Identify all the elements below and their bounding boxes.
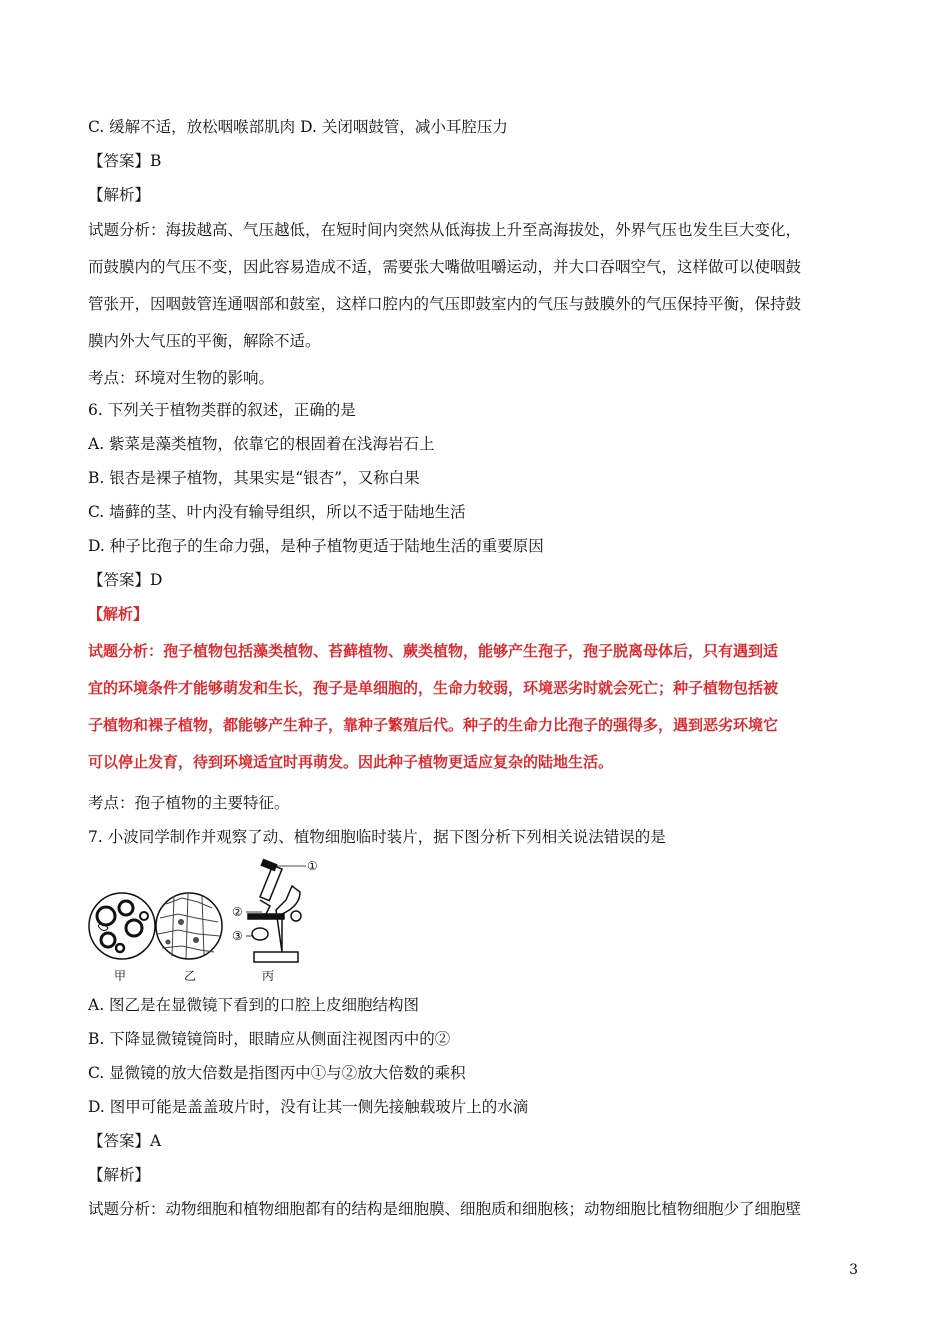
cell-microscope-figure [86,856,326,986]
figure-jia-cells [89,893,155,959]
label-jia: 甲 [114,969,127,983]
knowledge-point: 考点：环境对生物的影响。 [88,369,275,387]
label-c1: ① [307,859,318,873]
question-7: 7. 小波同学制作并观察了动、植物细胞临时装片，据下图分析下列相关说法错误的是 [88,828,666,846]
option-c: C. 墙藓的茎、叶内没有输导组织，所以不适于陆地生活 [88,503,466,521]
label-c2: ② [232,905,243,919]
label-c3: ③ [232,929,243,943]
option-b: B. 下降显微镜镜筒时，眼睛应从侧面注视图丙中的② [88,1030,451,1048]
knowledge-point: 考点：孢子植物的主要特征。 [88,794,290,812]
option-d: D. 种子比孢子的生命力强，是种子植物更适于陆地生活的重要原因 [88,537,544,555]
analysis-text: 子植物和裸子植物，都能够产生种子，靠种子繁殖后代。种子的生命力比孢子的强得多，遇到恶劣环境它 [88,716,779,734]
analysis-text: 试题分析：孢子植物包括藻类植物、苔藓植物、蕨类植物，能够产生孢子，孢子脱离母体后，只有遇到适 [88,642,779,660]
answer-label: 【答案】B [88,152,162,170]
answer-label: 【答案】A [88,1132,162,1150]
page-number: 3 [849,1262,858,1278]
analysis-text: 试题分析：动物细胞和植物细胞都有的结构是细胞膜、细胞质和细胞核；动物细胞比植物细胞少了细胞壁 [88,1200,802,1218]
option-c: C. 显微镜的放大倍数是指图丙中①与②放大倍数的乘积 [88,1064,466,1082]
option-d: D. 图甲可能是盖盖玻片时，没有让其一侧先接触载玻片上的水滴 [88,1098,529,1116]
analysis-text: 可以停止发育，待到环境适宜时再萌发。因此种子植物更适应复杂的陆地生活。 [88,753,614,771]
analysis-text: 而鼓膜内的气压不变，因此容易造成不适，需要张大嘴做咀嚼运动，并大口吞咽空气，这样做可以使咽鼓 [88,258,802,276]
label-yi: 乙 [184,969,197,983]
analysis-label: 【解析】 [88,1166,151,1184]
analysis-label: 【解析】 [88,186,151,204]
analysis-text: 管张开，因咽鼓管连通咽部和鼓室，这样口腔内的气压即鼓室内的气压与鼓膜外的气压保持平衡，保持鼓 [88,295,802,313]
analysis-text: 膜内外大气压的平衡，解除不适。 [88,332,321,350]
figure-bing-microscope [246,860,306,962]
option-a: A. 图乙是在显微镜下看到的口腔上皮细胞结构图 [88,996,420,1014]
question-6: 6. 下列关于植物类群的叙述，正确的是 [88,401,356,419]
analysis-label: 【解析】 [88,605,149,623]
analysis-text: 试题分析：海拔越高、气压越低，在短时间内突然从低海拔上升至高海拔处，外界气压也发生巨大变化， [88,221,802,239]
option-c-d-line: C. 缓解不适，放松咽喉部肌肉 D. 关闭咽鼓管，减小耳腔压力 [88,118,508,136]
label-bing: 丙 [262,969,275,983]
option-a: A. 紫菜是藻类植物，依靠它的根固着在浅海岩石上 [88,435,435,453]
figure-yi-cells [156,893,222,959]
option-b: B. 银杏是裸子植物，其果实是“银杏”，又称白果 [88,469,420,487]
answer-label: 【答案】D [88,571,163,589]
analysis-text: 宜的环境条件才能够萌发和生长，孢子是单细胞的，生命力较弱，环境恶劣时就会死亡；种子植物包括被 [88,679,779,697]
